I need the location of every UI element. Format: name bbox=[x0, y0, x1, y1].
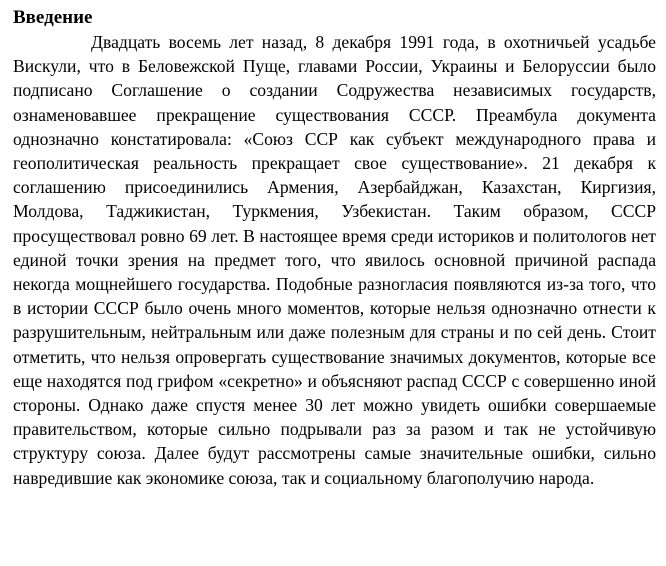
section-heading: Введение bbox=[13, 7, 93, 28]
body-paragraph: Двадцать восемь лет назад, 8 декабря 1991 года, в охотничьей усадьбе Вискули, что в Беловежской Пуще, главами России, Украины и Белоруссии было подписано Соглашение о создании Содружества независимых государств, ознаменовавшее прекращение существования СССР. Преамбула документа однозначно констатировала: «Союз ССР как субъект международного права и геополитическая реальность прекращает свое существование». 21 декабря к соглашению присоединились Армения, Азербайджан, Казахстан, Киргизия, Молдова, Таджикистан, Туркмения, Узбекистан. Таким образом, СССР просуществовал ровно 69 лет. В настоящее время среди историков и политологов нет единой точки зрения на предмет того, что явилось основной причиной распада некогда мощнейшего государства. Подобные разногласия появляются из-за того, что в истории СССР было очень много моментов, которые нельзя однозначно отнести к разрушительным, нейтральным или даже полезным для страны и по сей день. Стоит отметить, что нельзя опровергать существование значимых документов, которые все еще находятся под грифом «секретно» и объясняют распад СССР с совершенно иной стороны. Однако даже спустя менее 30 лет можно увидеть ошибки совершаемые правительством, которые сильно подрывали раз за разом и так не устойчивую структуру союза. Далее будут рассмотрены самые значительные ошибки, сильно навредившие как экономике союза, так и социальному благополучию народа. bbox=[13, 32, 656, 488]
document-page bbox=[13, 6, 656, 490]
